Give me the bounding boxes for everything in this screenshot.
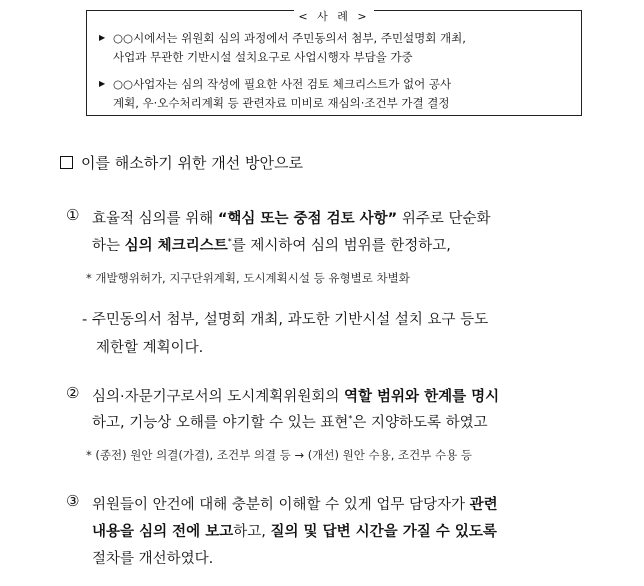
item-2-note: * (종전) 원안 의결(가결), 조건부 의결 등 → (개선) 원안 수용, 조건부 수용 등 [86, 448, 472, 462]
case-item-2-line-2: 계획, 우·오수처리계획 등 관련자료 미비로 재심의·조건부 가결 결정 [113, 96, 450, 110]
text: 위주로 단순화 [397, 211, 491, 227]
item-number-3: ③ [66, 492, 80, 510]
triangle-bullet-icon: ▶ [99, 79, 106, 88]
text: 하고, [233, 524, 271, 540]
square-bullet-icon [60, 156, 73, 169]
item-1-line-1 [92, 207, 490, 228]
text: 하고, 기능상 오해를 야기할 수 있는 표현 [92, 415, 349, 431]
bold-text: 심의 체크리스트 [124, 238, 228, 254]
item-number-2: ② [66, 384, 80, 402]
case-item-1-line-1: ○○시에서는 위원회 심의 과정에서 주민동의서 첨부, 주민설명회 개최, [113, 31, 466, 45]
text: 하는 [92, 238, 125, 254]
case-item-2-line-1: ○○사업자는 심의 작성에 필요한 사전 검토 체크리스트가 없어 공사 [113, 77, 452, 91]
bold-text: 내용을 심의 전에 보고 [92, 524, 234, 540]
case-item-2 [99, 75, 571, 113]
section-heading [60, 152, 303, 173]
section-heading-text: 이를 해소하기 위한 개선 방안으로 [81, 154, 303, 172]
case-item-1 [99, 29, 571, 67]
bold-text: “핵심 또는 중점 검토 사항” [217, 211, 398, 227]
item-2-line-1 [92, 385, 499, 406]
footnote-mark: * [227, 237, 232, 246]
bold-text: 역할 범위와 한계를 명시 [343, 389, 500, 405]
item-1-dash-line-1: - 주민동의서 첨부, 설명회 개최, 과도한 기반시설 설치 요구 등도 [82, 312, 489, 328]
item-number-1: ① [66, 206, 80, 224]
footnote-mark: * [348, 414, 353, 423]
text: 효율적 심의를 위해 [92, 211, 218, 227]
text: 위원들이 안건에 대해 충분히 이해할 수 있게 업무 담당자가 [92, 497, 470, 513]
item-1-note: * 개발행위허가, 지구단위계획, 도시계획시설 등 유형별로 차별화 [86, 271, 410, 285]
bold-text: 질의 및 답변 시간을 가질 수 있도록 [270, 524, 497, 540]
text: 심의·자문기구로서의 도시계획위원회의 [92, 389, 344, 405]
text: 를 제시하여 심의 범위를 한정하고, [231, 238, 451, 254]
item-3-line-1 [92, 493, 498, 514]
case-example-box [86, 10, 582, 116]
item-1-line-2 [92, 234, 451, 255]
item-3-line-3: 절차를 개선하였다. [92, 551, 214, 567]
case-box-title: < 사 례 > [87, 10, 581, 24]
item-2-line-2 [92, 411, 488, 432]
text: 은 지양하도록 하였고 [352, 415, 488, 431]
item-3-line-2 [92, 520, 497, 541]
item-1-dash-line-2: 제한할 계획이다. [96, 340, 204, 356]
triangle-bullet-icon: ▶ [99, 33, 106, 42]
bold-text: 관련 [469, 497, 498, 513]
case-item-1-line-2: 사업과 무관한 기반시설 설치요구로 사업시행자 부담을 가중 [113, 50, 413, 64]
